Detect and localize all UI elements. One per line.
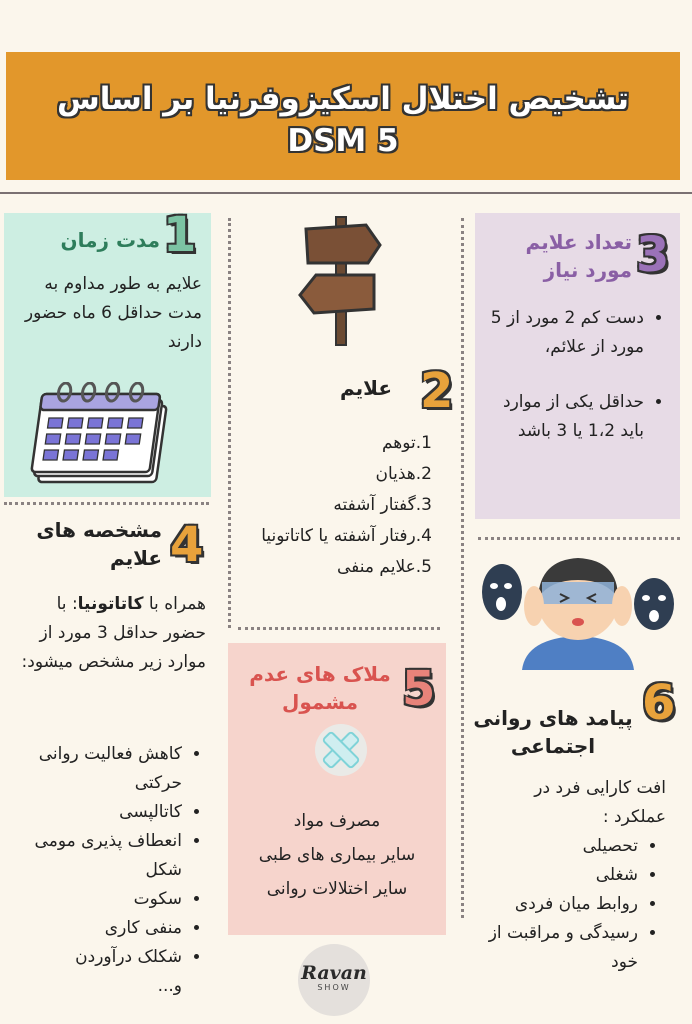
list-item: سایر بیماری های طبی (258, 845, 416, 865)
section-number-2: 2 (420, 363, 454, 419)
list-ending: و... (157, 976, 182, 996)
list-item: 3.گفتار آشفته (333, 495, 432, 515)
section-heading-exclusion: ملاک های عدم مشمول (249, 662, 391, 714)
list-item: سایر اختلالات روانی (266, 879, 408, 899)
section-heading-psychosocial: پیامد های روانی اجتماعی (473, 706, 633, 758)
list-item: • روابط میان فردی (470, 890, 638, 919)
divider (461, 218, 464, 918)
section-number-5: 5 (402, 661, 436, 717)
list-item: 1.توهم (381, 433, 432, 453)
list-item: • سکوت (14, 885, 182, 914)
list-item: • رسیدگی و مراقبت از خود (470, 919, 638, 977)
catatonia-term: کاتاتونیا (77, 594, 144, 614)
divider (4, 502, 209, 505)
divider (228, 218, 231, 628)
list-item: 5.علایم منفی (337, 557, 432, 577)
section-number-6: 6 (642, 675, 676, 731)
section-number-4: 4 (170, 517, 204, 573)
list-item: مصرف مواد (293, 811, 381, 831)
symptoms-list (238, 428, 432, 583)
section-heading-symptoms: علایم (339, 376, 392, 400)
page-title (6, 78, 680, 162)
characteristics-list (14, 740, 204, 1001)
list-item: • انعطاف پذیری مومی شکل (14, 827, 182, 885)
list-item: • شکلک درآوردن (14, 943, 182, 972)
list-item: • شغلی (470, 861, 638, 890)
logo-subtext: SHOW (317, 983, 351, 992)
exclusion-list (230, 804, 444, 906)
section-body-duration: علایم به طور مداوم به مدت حداقل 6 ماه حضور دارند (24, 274, 202, 352)
section-number-1: 1 (163, 207, 197, 263)
characteristics-intro (14, 590, 206, 677)
logo-text: Ravan (301, 962, 367, 984)
list-item: • حداقل یکی از موارد باید 1،2 یا 3 باشد (490, 388, 644, 446)
psychosocial-intro: افت کارایی فرد در عملکرد : (534, 778, 666, 827)
list-item: 2.هذیان (375, 464, 432, 484)
section-number-3: 3 (636, 227, 670, 283)
calendar-icon (30, 382, 170, 490)
list-item: 4.رفتار آشفته یا کاتاتونیا (261, 526, 432, 546)
logo (298, 944, 370, 1016)
divider (0, 192, 692, 194)
list-item: • تحصیلی (470, 832, 638, 861)
section-heading-required-count: تعداد علایم مورد نیاز (525, 230, 632, 282)
intro-text: همراه با (143, 594, 206, 614)
signpost-icon (294, 215, 384, 351)
section-heading-characteristics: مشخصه های علایم (36, 518, 162, 570)
distressed-person-icon (478, 540, 678, 674)
list-item: • کاتالپسی (14, 798, 182, 827)
title-line-2: DSM 5 (287, 123, 399, 159)
list-item: • دست کم 2 مورد از 5 مورد از علائم، (490, 304, 644, 362)
intro-text: : با حضور حداقل 3 مورد از موارد زیر مشخص میشود: (21, 594, 206, 672)
required-count-list (490, 304, 666, 446)
cross-icon (313, 722, 369, 782)
title-line-1: تشخیص اختلال اسکیزوفرنیا بر اساس (56, 81, 630, 117)
divider (238, 627, 440, 630)
list-item: • کاهش فعالیت روانی حرکتی (14, 740, 182, 798)
section-heading-duration: مدت زمان (60, 228, 160, 252)
list-item: • منفی کاری (14, 914, 182, 943)
psychosocial-list (470, 832, 660, 977)
